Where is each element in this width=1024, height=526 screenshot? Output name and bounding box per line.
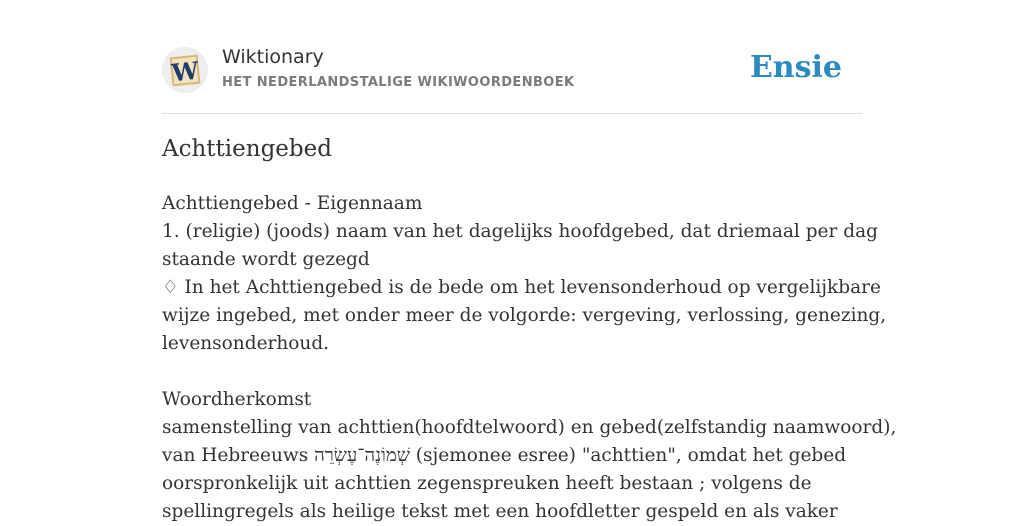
definition-line: 1. (religie) (joods) naam van het dagelijks hoofdgebed, dat driemaal per dag xyxy=(162,221,878,242)
etymology-heading: Woordherkomst xyxy=(162,389,312,410)
header-divider xyxy=(162,113,862,114)
article-body xyxy=(162,190,897,526)
page xyxy=(162,0,897,522)
site-tagline: HET NEDERLANDSTALIGE WIKIWOORDENBOEK xyxy=(222,75,575,90)
definition-line: staande wordt gezegd xyxy=(162,249,370,270)
entry-heading: Achttiengebed - Eigennaam xyxy=(162,193,423,214)
etymology-line: spellingregels als heilige tekst met een hoofdletter gespeld en als vaker xyxy=(162,501,838,522)
logo-letter: W xyxy=(170,55,201,88)
etymology-line: van Hebreeuws שְׁמוֹנֶה־עֶשְׂרֵה (sjemonee esree) "achttien", omdat het gebed xyxy=(162,445,847,466)
example-line: wijze ingebed, met onder meer de volgorde: vergeving, verlossing, genezing, xyxy=(162,305,887,326)
wiktionary-logo[interactable] xyxy=(162,47,208,93)
example-line: levensonderhoud. xyxy=(162,333,330,354)
wiktionary-w-icon xyxy=(167,54,203,88)
etymology-line: oorspronkelijk uit achttien zegenspreuken heeft bestaan ; volgens de xyxy=(162,473,812,494)
page-title: Achttiengebed xyxy=(162,136,332,162)
paragraph-gap xyxy=(162,358,862,386)
etymology-line: samenstelling van achttien(hoofdtelwoord) en gebed(zelfstandig naamwoord), xyxy=(162,417,897,438)
site-name[interactable]: Wiktionary xyxy=(222,46,324,68)
site-header xyxy=(162,44,862,100)
example-line: ♢ In het Achttiengebed is de bede om het levensonderhoud op vergelijkbare xyxy=(162,277,881,298)
ensie-brand-link[interactable]: Ensie xyxy=(749,50,842,85)
